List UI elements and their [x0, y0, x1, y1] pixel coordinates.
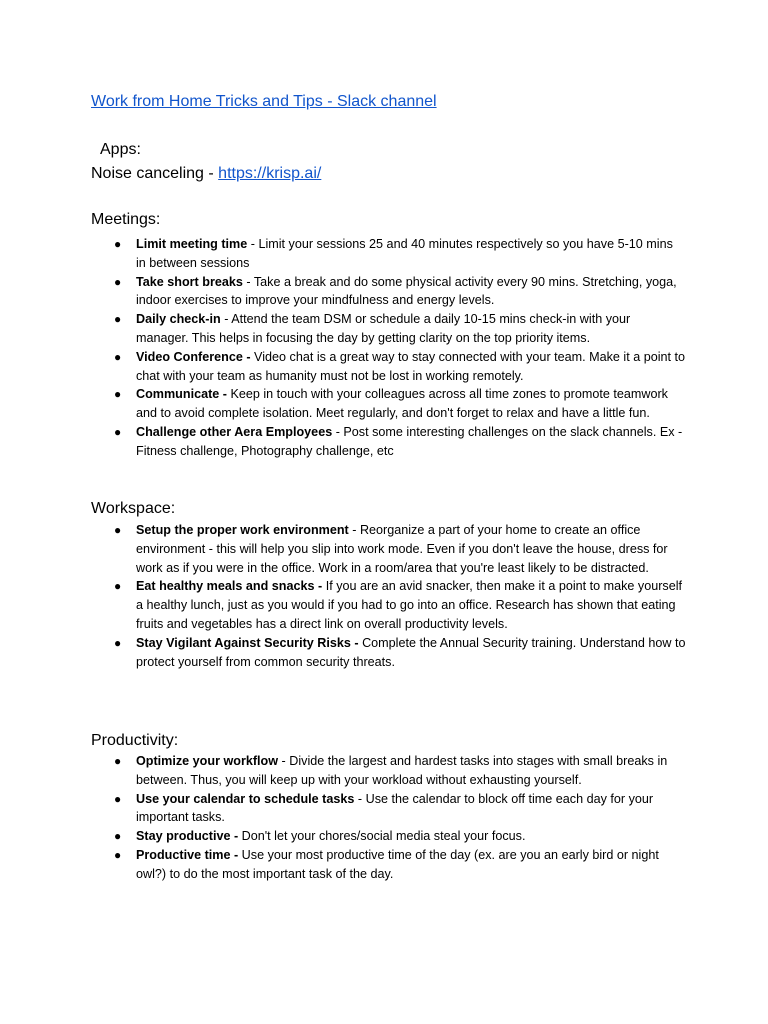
bullet-icon: ●	[114, 387, 122, 402]
bullet-separator: -	[348, 523, 360, 537]
bullet-icon: ●	[114, 349, 122, 364]
bullet-icon: ●	[114, 829, 122, 844]
bullet-icon: ●	[114, 237, 122, 251]
noise-canceling-line	[91, 165, 321, 183]
bullet-text: Complete the Annual Security training. Understand how to protect yourself from common security threats.	[136, 635, 686, 669]
bullet-text: Divide the largest and hardest tasks into stages with small breaks in between. Thus, you will keep up with your workload without exhausting yourself.	[136, 754, 668, 787]
bullet-icon: ●	[114, 754, 122, 768]
bullet-text: Limit your sessions 25 and 40 minutes respectively so you have 5-10 mins in between sessions	[136, 237, 673, 270]
bullet-text: Post some interesting challenges on the slack channels. Ex - Fitness challenge, Photography challenge, etc	[136, 424, 683, 458]
bullet-separator: -	[278, 754, 290, 768]
productivity-list	[0, 752, 768, 884]
list-item	[0, 752, 686, 790]
bullet-text: Don't let your chores/social media steal your focus.	[241, 829, 526, 844]
bullet-term: Eat healthy meals and snacks -	[136, 579, 323, 594]
bullet-separator: -	[354, 791, 366, 806]
bullet-text: Attend the team DSM or schedule a daily 10-15 mins check-in with your manager. This helps in focusing the day by getting clarity on the top priority items.	[136, 312, 631, 345]
workspace-list	[0, 521, 768, 671]
section-heading-workspace: Workspace:	[91, 500, 176, 517]
bullet-icon: ●	[114, 847, 122, 862]
bullet-term: Setup the proper work environment	[136, 523, 349, 537]
list-item	[0, 827, 686, 846]
apps-heading: Apps:	[100, 141, 141, 158]
bullet-separator: -	[332, 424, 344, 439]
bullet-text: Use the calendar to block off time each day for your important tasks.	[136, 791, 654, 825]
section-heading-meetings: Meetings:	[91, 211, 161, 228]
bullet-term: Take short breaks	[136, 274, 243, 289]
bullet-text: Take a break and do some physical activity every 90 mins. Stretching, yoga, indoor exercises to improve your mindfulness and energy levels.	[136, 274, 677, 308]
bullet-icon: ●	[114, 312, 122, 327]
list-item	[0, 521, 686, 577]
krisp-link[interactable]: https://krisp.ai/	[218, 165, 322, 182]
bullet-icon: ●	[114, 274, 122, 289]
list-item	[0, 348, 686, 386]
list-item	[0, 846, 686, 884]
bullet-icon: ●	[114, 523, 122, 537]
bullet-term: Optimize your workflow	[136, 754, 279, 768]
bullet-text: Use your most productive time of the day (ex. are you an early bird or night owl?) to do the most important task of the day.	[136, 847, 659, 881]
bullet-term: Video Conference -	[136, 349, 251, 364]
list-item	[0, 423, 686, 461]
bullet-separator: -	[220, 312, 232, 327]
bullet-icon: ●	[114, 579, 122, 594]
bullet-term: Stay Vigilant Against Security Risks -	[136, 635, 359, 650]
bullet-term: Stay productive -	[136, 829, 239, 844]
list-item	[0, 273, 686, 311]
bullet-text: Video chat is a great way to stay connected with your team. Make it a point to chat with your team as humanity must not be lost in working remotely.	[136, 349, 686, 383]
list-item	[0, 577, 686, 633]
section-heading-productivity: Productivity:	[91, 732, 179, 749]
bullet-term: Productive time -	[136, 847, 239, 862]
bullet-icon: ●	[114, 635, 122, 650]
list-item	[0, 634, 686, 672]
list-item	[0, 385, 686, 423]
document-title-link[interactable]: Work from Home Tricks and Tips - Slack channel	[91, 93, 437, 110]
bullet-icon: ●	[114, 424, 122, 439]
noise-canceling-label: Noise canceling -	[91, 165, 219, 182]
bullet-text: Keep in touch with your colleagues across all time zones to promote teamwork and to avoid complete isolation. Meet regularly, and don't forget to relax and have a little fun.	[136, 387, 668, 421]
bullet-text: Reorganize a part of your home to create an office environment - this will help you slip into work mode. Even if you don't leave the house, dress for work as if you were in the office. Work in a room/area that you're least likely to be distracted.	[136, 523, 668, 575]
bullet-term: Use your calendar to schedule tasks	[136, 791, 355, 806]
bullet-text: If you are an avid snacker, then make it a point to make yourself a healthy lunch, just as you would if you had to go into an office. Research has shown that eating fruits and vegetables has a direct link on overall productivity levels.	[136, 579, 683, 631]
bullet-term: Limit meeting time	[136, 237, 248, 251]
bullet-term: Challenge other Aera Employees	[136, 424, 333, 439]
bullet-separator: -	[247, 237, 259, 251]
list-item	[0, 310, 686, 348]
meetings-list	[0, 235, 768, 461]
bullet-separator: -	[242, 274, 254, 289]
bullet-icon: ●	[114, 791, 122, 806]
bullet-term: Communicate -	[136, 387, 227, 402]
list-item	[0, 790, 686, 828]
bullet-term: Daily check-in	[136, 312, 221, 327]
list-item	[0, 235, 686, 273]
